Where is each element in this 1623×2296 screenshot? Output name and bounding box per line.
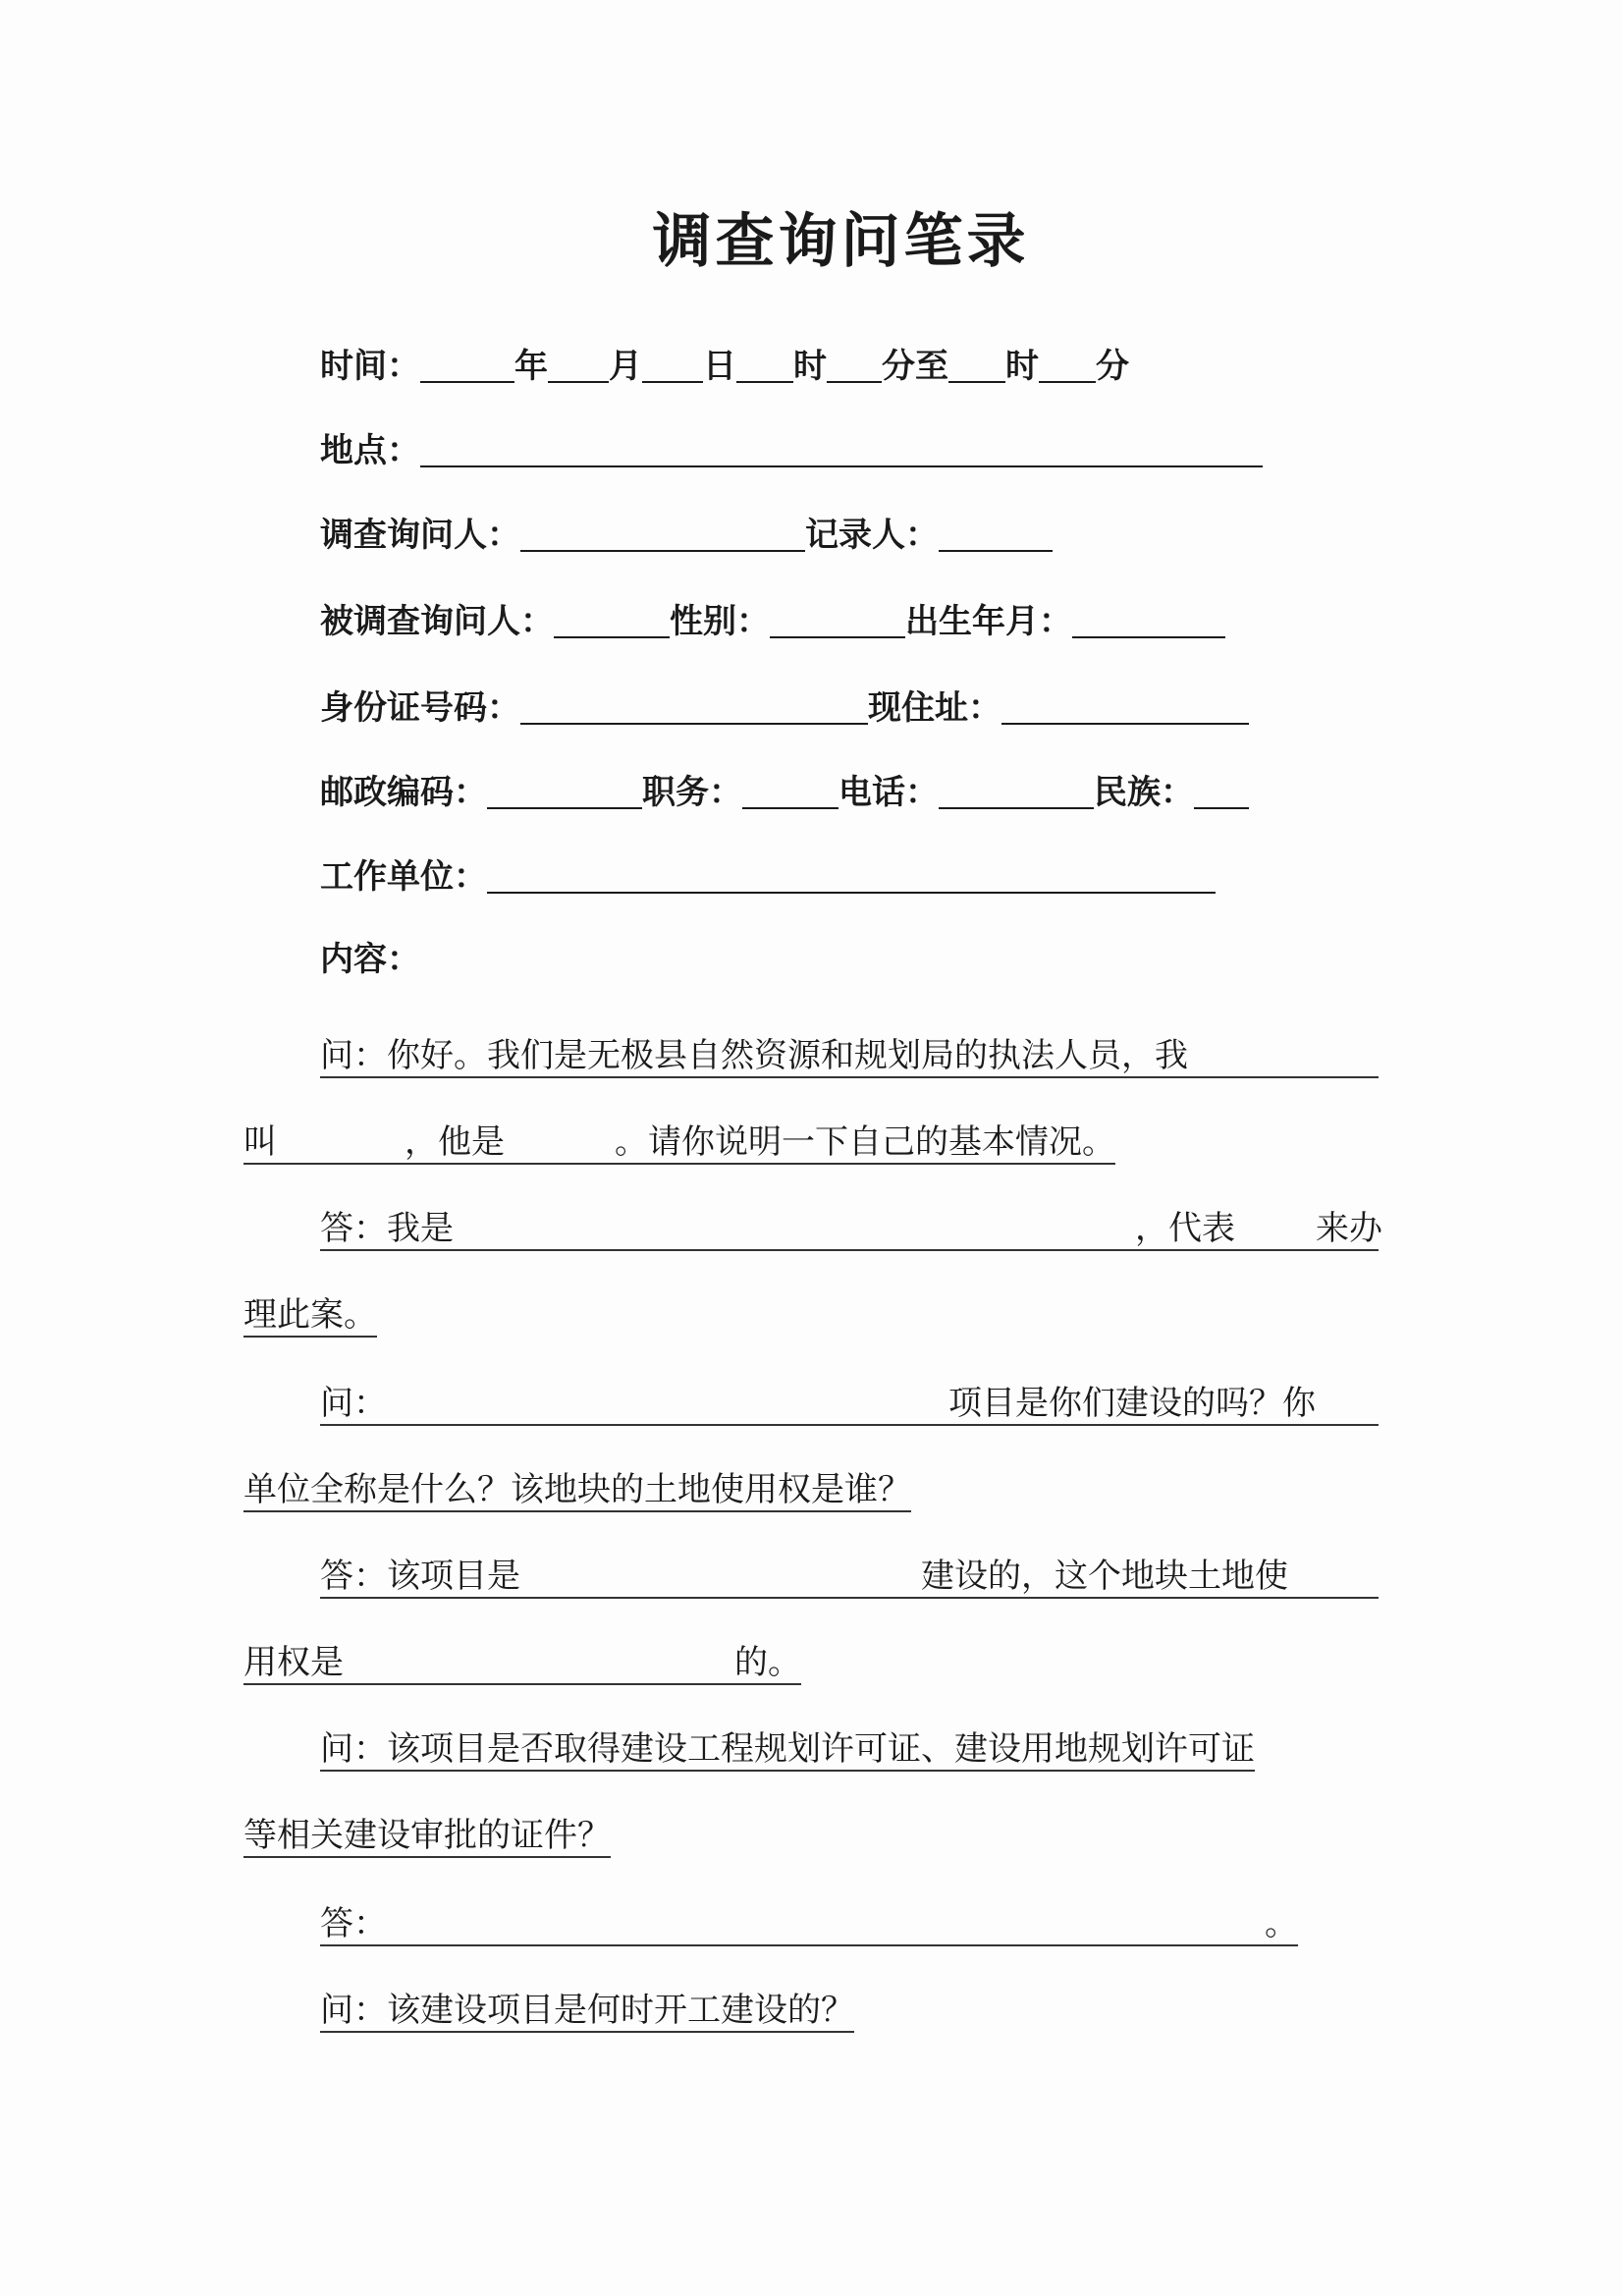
address-blank[interactable] xyxy=(1001,693,1249,725)
minute2-blank[interactable] xyxy=(1039,352,1096,383)
investigator-label: 调查询问人： xyxy=(320,516,520,555)
a2-line2-b: 的。 xyxy=(734,1643,801,1682)
q1-line2-b: ，他是 xyxy=(405,1122,505,1162)
recorder-blank[interactable] xyxy=(939,520,1053,552)
year-label: 年 xyxy=(514,347,548,386)
a1-line1-a: 答：我是 xyxy=(320,1209,454,1248)
position-blank[interactable] xyxy=(742,778,839,809)
workplace-row xyxy=(320,856,1216,897)
a2-line2 xyxy=(243,1643,801,1685)
hour-blank[interactable] xyxy=(736,352,793,383)
a3-line xyxy=(320,1904,1298,1946)
content-label: 内容： xyxy=(320,940,420,979)
q2-line2-text: 单位全称是什么？该地块的土地使用权是谁？ xyxy=(243,1473,911,1512)
investigator-row xyxy=(320,515,1053,555)
q3-line1 xyxy=(320,1729,1255,1772)
time-row xyxy=(320,346,1129,386)
month-blank[interactable] xyxy=(548,352,609,383)
a1-line1 xyxy=(320,1209,1382,1251)
id-blank[interactable] xyxy=(520,693,868,725)
a1-line2 xyxy=(243,1295,377,1338)
q2-line1 xyxy=(320,1384,1379,1426)
q2-line1-underline xyxy=(320,1384,1379,1426)
id-row xyxy=(320,687,1249,728)
postcode-blank[interactable] xyxy=(487,778,642,809)
a3-underline xyxy=(320,1904,1298,1946)
hour-label: 时 xyxy=(793,347,827,386)
location-row xyxy=(320,430,1263,470)
year-blank[interactable] xyxy=(420,352,514,383)
q1-line2-a: 叫 xyxy=(243,1122,277,1162)
minute2-label: 分 xyxy=(1096,347,1129,386)
a2-line1 xyxy=(320,1559,1379,1599)
postcode-label: 邮政编码： xyxy=(320,773,487,812)
a1-line2-text: 理此案。 xyxy=(243,1298,377,1338)
day-blank[interactable] xyxy=(642,352,703,383)
q2-line1-a: 问： xyxy=(320,1384,387,1423)
gender-blank[interactable] xyxy=(770,607,905,638)
hour2-label: 时 xyxy=(1005,347,1039,386)
recorder-label: 记录人： xyxy=(805,516,939,555)
location-blank[interactable] xyxy=(420,436,1263,467)
address-label: 现住址： xyxy=(868,688,1001,728)
position-label: 职务： xyxy=(642,773,742,812)
phone-blank[interactable] xyxy=(939,778,1094,809)
q2-line2 xyxy=(243,1470,911,1512)
q1-line2-underline xyxy=(243,1122,1115,1165)
workplace-blank[interactable] xyxy=(487,862,1216,894)
a1-line1-underline xyxy=(320,1209,1382,1251)
q4-line xyxy=(320,1991,854,2033)
a3-a: 答： xyxy=(320,1904,387,1943)
q1-line1 xyxy=(320,1036,1379,1078)
gender-label: 性别： xyxy=(670,602,770,641)
document-title: 调查询问笔录 xyxy=(652,207,1030,276)
a2-line1-a: 答：该项目是 xyxy=(320,1557,520,1596)
q1-line1-text: 问：你好。我们是无极县自然资源和规划局的执法人员，我 xyxy=(320,1039,1379,1078)
location-label: 地点： xyxy=(320,431,420,470)
q3-line1-text: 问：该项目是否取得建设工程规划许可证、建设用地规划许可证 xyxy=(320,1732,1255,1772)
ethnicity-label: 民族： xyxy=(1094,773,1194,812)
investigator-blank[interactable] xyxy=(520,520,805,552)
q3-line2-text: 等相关建设审批的证件？ xyxy=(243,1819,611,1858)
q1-line2-c: 。请你说明一下自己的基本情况。 xyxy=(615,1122,1115,1162)
day-label: 日 xyxy=(703,347,736,386)
workplace-label: 工作单位： xyxy=(320,857,487,897)
q1-line2 xyxy=(243,1122,1115,1165)
birth-label: 出生年月： xyxy=(905,602,1072,641)
a2-line1-underline xyxy=(320,1559,1379,1599)
a2-line1-b: 建设的，这个地块土地使 xyxy=(921,1557,1288,1596)
a1-line1-b: ，代表 xyxy=(1135,1209,1235,1248)
minute-to-label: 分至 xyxy=(882,347,948,386)
a2-line2-a: 用权是 xyxy=(243,1643,344,1682)
content-row xyxy=(320,940,420,979)
birth-blank[interactable] xyxy=(1072,607,1225,638)
ethnicity-blank[interactable] xyxy=(1194,778,1249,809)
respondent-label: 被调查询问人： xyxy=(320,602,554,641)
minute-blank[interactable] xyxy=(827,352,882,383)
respondent-blank[interactable] xyxy=(554,607,670,638)
q4-text: 问：该建设项目是何时开工建设的？ xyxy=(320,1994,854,2033)
postcode-row xyxy=(320,772,1249,812)
month-label: 月 xyxy=(609,347,642,386)
q3-line2 xyxy=(243,1816,611,1858)
respondent-row xyxy=(320,601,1225,641)
a2-line2-underline xyxy=(243,1643,801,1685)
id-label: 身份证号码： xyxy=(320,688,520,728)
hour2-blank[interactable] xyxy=(948,352,1005,383)
a3-b: 。 xyxy=(1265,1904,1298,1943)
a1-line1-c: 来办 xyxy=(1316,1209,1382,1248)
q2-line1-b: 项目是你们建设的吗？你 xyxy=(948,1384,1316,1423)
phone-label: 电话： xyxy=(839,773,939,812)
time-label: 时间： xyxy=(320,347,420,386)
